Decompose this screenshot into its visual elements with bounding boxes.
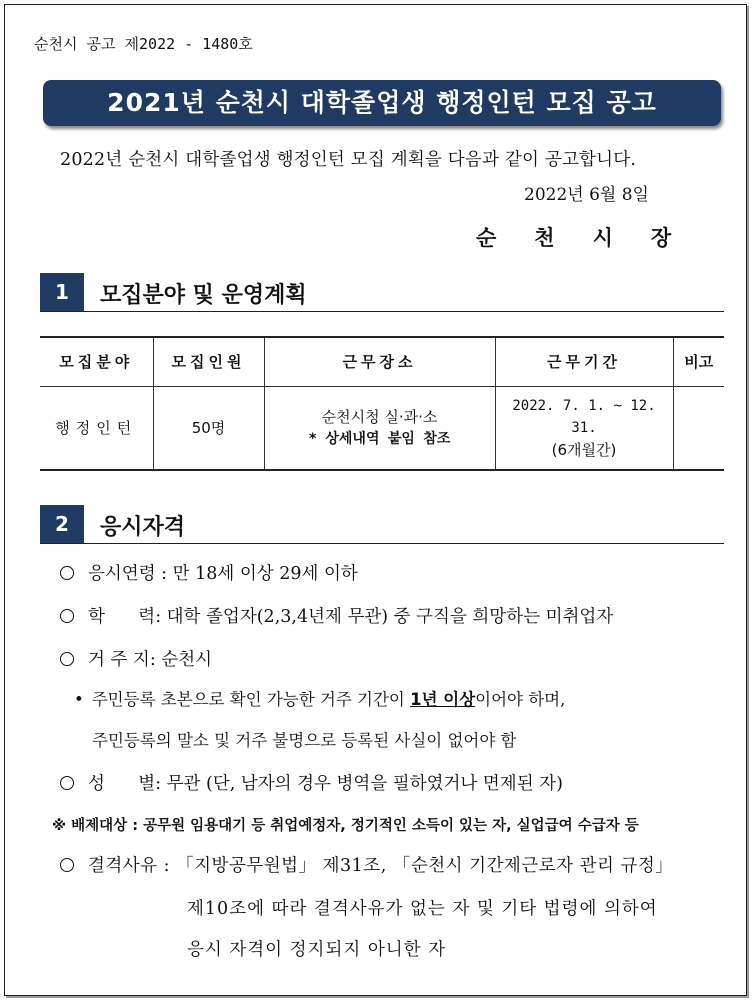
bullet-text-a: 주민등록 초본으로 확인 가능한 거주 기간이 bbox=[91, 690, 411, 709]
gender-item bbox=[60, 770, 563, 795]
bullet-bold-text: 1년 이상 bbox=[410, 690, 476, 709]
section-1-divider bbox=[40, 311, 724, 312]
section-1-title: 모집분야 및 운영계획 bbox=[100, 283, 307, 308]
dot-bullet-icon: • bbox=[74, 690, 84, 709]
disqualification-item bbox=[60, 852, 673, 877]
section-2-divider bbox=[40, 543, 724, 544]
circle-bullet-icon bbox=[60, 652, 74, 666]
recruitment-table bbox=[40, 336, 724, 471]
circle-bullet-icon bbox=[60, 609, 74, 623]
period-text: 2022. 7. 1. ~ 12. 31. bbox=[512, 397, 656, 436]
place-note: * 상세내역 붙임 참조 bbox=[308, 430, 451, 447]
circle-bullet-icon bbox=[60, 566, 74, 580]
table-header-row bbox=[40, 337, 724, 386]
gender-text: : 무관 (단, 남자의 경우 병역을 필하였거나 면제된 자) bbox=[155, 774, 563, 794]
page-title: 2021년 순천시 대학졸업생 행정인턴 모집 공고 bbox=[43, 80, 721, 126]
disq-line-1: 결격사유 : 「지방공무원법」 제31조, 「순천시 기간제근로자 관리 규정」 bbox=[88, 856, 674, 876]
intro-text: 2022년 순천시 대학졸업생 행정인턴 모집 계획을 다음과 같이 공고합니다. bbox=[60, 150, 637, 170]
section-2-title: 응시자격 bbox=[100, 515, 186, 540]
cell-period bbox=[495, 386, 673, 470]
gender-label: 성 별 bbox=[88, 774, 156, 794]
section-1-number: 1 bbox=[40, 273, 84, 311]
issue-date: 2022년 6월 8일 bbox=[524, 185, 649, 205]
residence-bullet-line2: 주민등록의 말소 및 거주 불명으로 등록된 사실이 없어야 함 bbox=[92, 731, 517, 750]
education-text: : 대학 졸업자(2,3,4년제 무관) 중 구직을 희망하는 미취업자 bbox=[155, 607, 614, 627]
bullet-text-b: 이어야 하며, bbox=[475, 690, 566, 709]
header-field: 모집분야 bbox=[40, 337, 153, 386]
age-item bbox=[60, 560, 358, 585]
residence-item bbox=[60, 646, 212, 671]
residence-bullet bbox=[74, 686, 565, 710]
section-2-number: 2 bbox=[40, 505, 84, 543]
table-row bbox=[40, 386, 724, 470]
residence-text: : 순천시 bbox=[149, 650, 213, 670]
period-note: (6개월간) bbox=[551, 440, 617, 459]
issuer: 순천시장 bbox=[476, 226, 710, 250]
place-text: 순천시청 실·과·소 bbox=[321, 407, 438, 426]
education-item bbox=[60, 603, 613, 628]
header-place: 근무장소 bbox=[264, 337, 495, 386]
cell-remark bbox=[673, 386, 724, 470]
age-text: 응시연령 : 만 18세 이상 29세 이하 bbox=[88, 564, 358, 584]
exclusion-note: ※ 배제대상 : 공무원 임용대기 등 취업예정자, 정기적인 소득이 있는 자, 실업급여 수급자 등 bbox=[52, 818, 639, 834]
notice-number: 순천시 공고 제2022 - 1480호 bbox=[34, 35, 253, 53]
circle-bullet-icon bbox=[60, 776, 74, 790]
header-remark: 비고 bbox=[673, 337, 724, 386]
header-period: 근무기간 bbox=[495, 337, 673, 386]
disq-line-2: 제10조에 따라 결격사유가 없는 자 및 기타 법령에 의하여 bbox=[187, 899, 658, 919]
cell-count: 50명 bbox=[153, 386, 264, 470]
header-count: 모집인원 bbox=[153, 337, 264, 386]
disq-line-3: 응시 자격이 정지되지 아니한 자 bbox=[187, 940, 447, 960]
circle-bullet-icon bbox=[60, 858, 74, 872]
cell-field: 행정인턴 bbox=[40, 386, 153, 470]
residence-label: 거 주 지 bbox=[88, 650, 150, 670]
cell-place bbox=[264, 386, 495, 470]
education-label: 학 력 bbox=[88, 607, 156, 627]
